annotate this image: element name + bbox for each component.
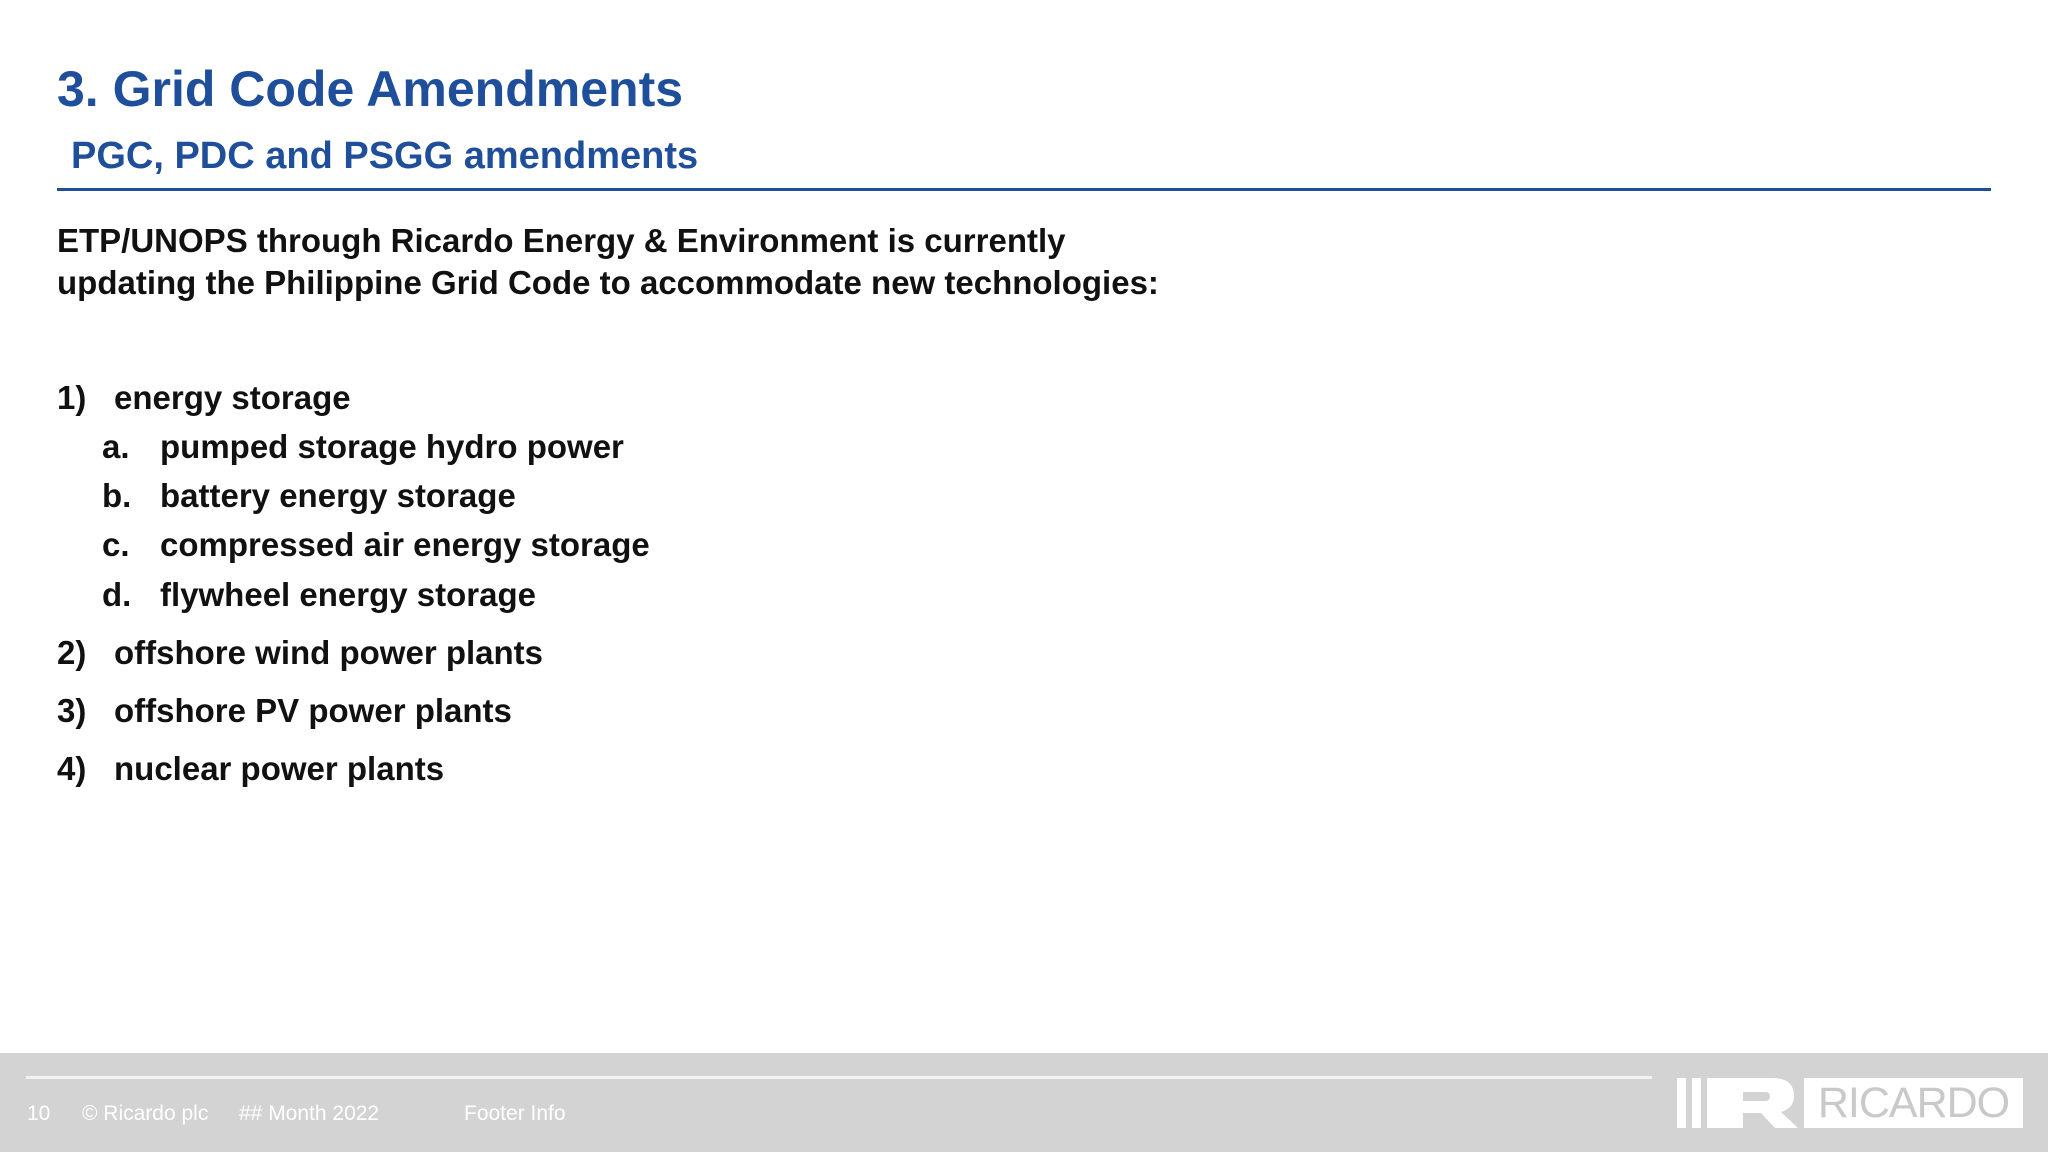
list-number: 3)	[57, 692, 87, 729]
sublist-letter: d.	[102, 576, 132, 613]
footer	[0, 1053, 2048, 1152]
sublist-item-flywheel	[102, 575, 536, 615]
sublist-text: battery energy storage	[160, 477, 516, 514]
sublist-text: compressed air energy storage	[160, 526, 650, 563]
list-number: 4)	[57, 750, 87, 787]
footer-divider	[26, 1076, 1652, 1079]
footer-date: ## Month 2022	[239, 1102, 380, 1125]
logo-wordmark: RICARDO	[1817, 1079, 2010, 1127]
footer-page-number: 10	[27, 1102, 51, 1125]
sublist-letter: a.	[102, 428, 130, 465]
list-number: 1)	[57, 379, 87, 416]
list-text: energy storage	[114, 379, 351, 416]
sublist-text: pumped storage hydro power	[160, 428, 624, 465]
list-item-energy-storage	[57, 378, 351, 418]
intro-paragraph	[57, 220, 1159, 304]
footer-info: Footer Info	[464, 1102, 566, 1125]
footer-copyright: © Ricardo plc	[82, 1102, 209, 1125]
sublist-item-battery-storage	[102, 476, 516, 516]
slide-subtitle: PGC, PDC and PSGG amendments	[71, 135, 699, 177]
sublist-item-pumped-storage	[102, 427, 624, 467]
list-text: offshore PV power plants	[114, 692, 512, 729]
list-number: 2)	[57, 634, 87, 671]
logo-wordmark-box	[1804, 1078, 2023, 1128]
sublist-letter: c.	[102, 526, 130, 563]
list-text: offshore wind power plants	[114, 634, 544, 671]
sublist-item-compressed-air	[102, 525, 650, 565]
list-item-offshore-wind	[57, 633, 543, 673]
ricardo-r-mark-icon	[1677, 1078, 1799, 1128]
sublist-text: flywheel energy storage	[160, 576, 536, 613]
list-item-nuclear	[57, 749, 444, 789]
title-divider	[57, 188, 1991, 191]
sublist-letter: b.	[102, 477, 132, 514]
list-item-offshore-pv	[57, 691, 512, 731]
intro-line: updating the Philippine Grid Code to accommodate new technologies:	[57, 264, 1159, 301]
intro-line: ETP/UNOPS through Ricardo Energy & Environment is currently	[57, 222, 1066, 259]
list-text: nuclear power plants	[114, 750, 445, 787]
ricardo-logo	[1677, 1078, 2023, 1128]
slide-title: 3. Grid Code Amendments	[57, 61, 684, 117]
